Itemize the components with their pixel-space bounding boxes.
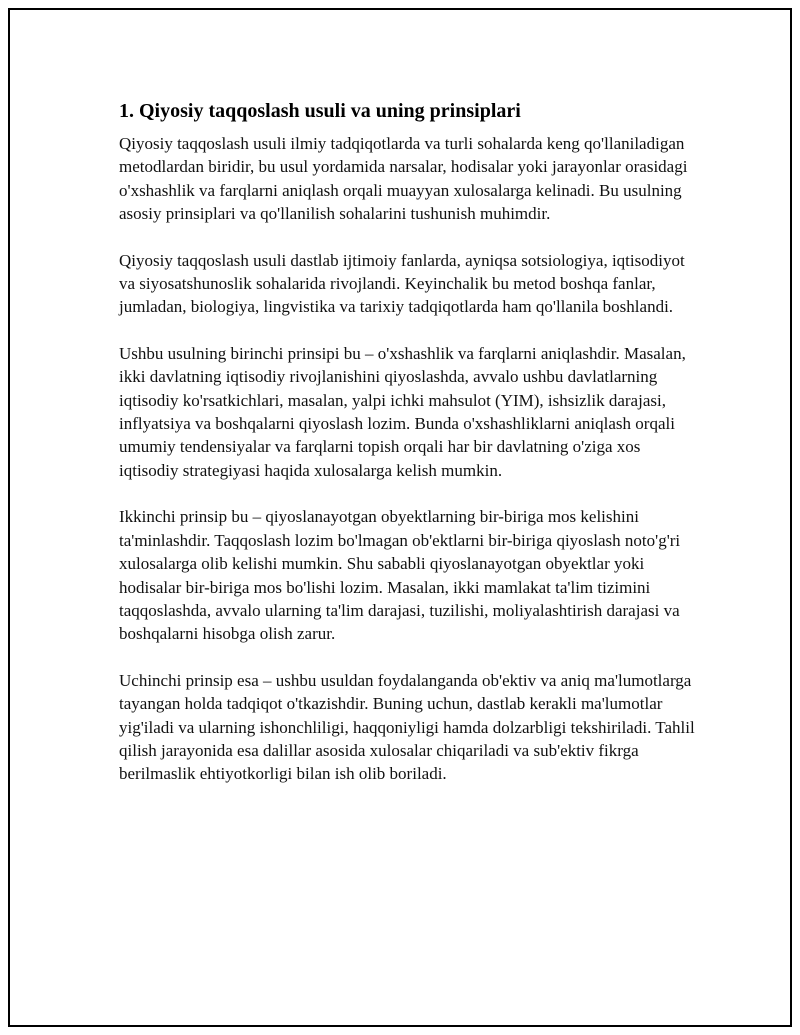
paragraph-third-principle: Uchinchi prinsip esa – ushbu usuldan foydalanganda ob'ektiv va aniq ma'lumotlarga tayangan holda tadqiqot o'tkazishdir. Buning uchun, dastlab kerakli ma'lumotlar yig'iladi va ularning ishonchliligi, haqqoniyligi hamda dolzarbligi tekshiriladi. Tahlil qilish jarayonida esa dalillar asosida xulosalar chiqariladi va sub'ektiv fikrga berilmaslik ehtiyotkorligi bilan ish olib boriladi. xyxy=(119,670,695,784)
paragraph-first-principle: Ushbu usulning birinchi prinsipi bu – o'xshashlik va farqlarni aniqlashdir. Masalan, ikki davlatning iqtisodiy rivojlanishini qiyoslashda, avvalo ushbu davlatlarning iqtisodiy ko'rsatkichlari, masalan, yalpi ichki mahsulot (YIM), ishsizlik darajasi, inflyatsiya va boshqalarni qiyoslash lozim. Bunda o'xshashliklarni aniqlash orqali umumiy tendensiyalar va farqlarni topish orqali har bir davlatning o'ziga xos iqtisodiy strategiyasi haqida xulosalarga kelish mumkin. xyxy=(119,343,686,480)
section-heading: 1. Qiyosiy taqqoslash usuli va uning prinsiplari xyxy=(119,100,521,122)
page-frame xyxy=(8,8,792,1027)
paragraph-intro: Qiyosiy taqqoslash usuli ilmiy tadqiqotlarda va turli sohalarda keng qo'llaniladigan metodlardan biridir, bu usul yordamida narsalar, hodisalar yoki jarayonlar orasidagi o'xshashlik va farqlarni aniqlash orqali muayyan xulosalarga kelinadi. Bu usulning asosiy prinsiplari va qo'llanilish sohalarini tushunish muhimdir. xyxy=(119,134,688,224)
paragraph-history: Qiyosiy taqqoslash usuli dastlab ijtimoiy fanlarda, ayniqsa sotsiologiya, iqtisodiyot va siyosatshunoslik sohalarida rivojlandi. Keyinchalik bu metod boshqa fanlar, jumladan, biologiya, lingvistika va tarixiy tadqiqotlarda ham qo'llanila boshlandi. xyxy=(119,250,685,317)
document-body xyxy=(119,98,699,809)
paragraph-second-principle: Ikkinchi prinsip bu – qiyoslanayotgan obyektlarning bir-biriga mos kelishini ta'minlashdir. Taqqoslash lozim bo'lmagan ob'ektlarni bir-biriga qiyoslash noto'g'ri xulosalarga olib kelishi mumkin. Shu sababli qiyoslanayotgan obyektlar yoki hodisalar bir-biriga mos bo'lishi lozim. Masalan, ikki mamlakat ta'lim tizimini taqqoslashda, avvalo ularning ta'lim darajasi, tuzilishi, moliyalashtirish darajasi va boshqalarni hisobga olish zarur. xyxy=(119,507,681,644)
